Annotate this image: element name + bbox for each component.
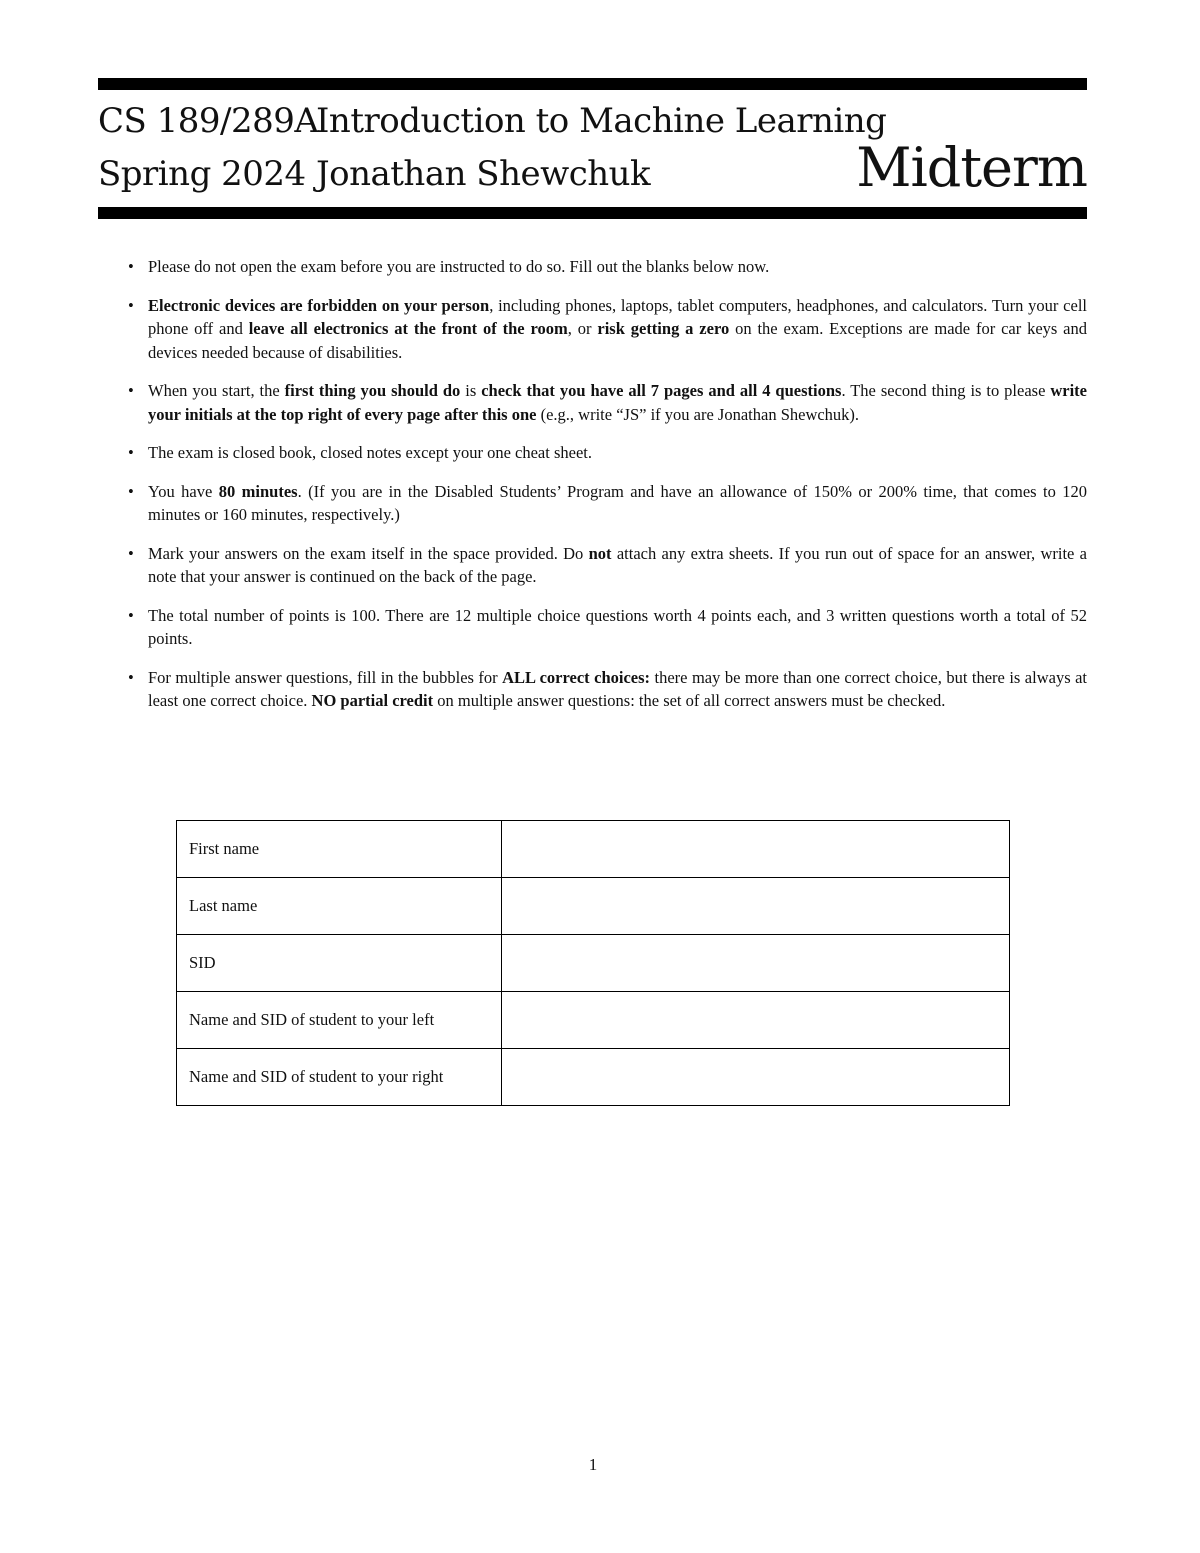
sid-field[interactable] [502,935,1010,992]
left-student-field[interactable] [502,992,1010,1049]
instruction-emphasis: leave all electronics at the front of the room [248,319,568,338]
instruction-text: Please do not open the exam before you are instructed to do so. Fill out the blanks below now. [148,257,770,276]
course-title: Introduction to Machine Learning [316,101,887,141]
student-info-table [176,820,1010,1106]
last-name-field[interactable] [502,878,1010,935]
page-number: 1 [588,1455,598,1474]
first-name-field[interactable] [502,821,1010,878]
table-row [177,878,1010,935]
instruction-item [128,255,1087,279]
instruction-text: on the exam. Exceptions are made for car keys and devices needed because of disabilities. [148,319,1087,362]
exam-title: Midterm [856,136,1087,199]
instruction-text: For multiple answer questions, fill in the bubbles for [148,667,503,687]
table-row [177,1049,1010,1106]
instruction-emphasis: check that you have all 7 pages and all 4 questions [481,381,842,400]
bullet-icon: • [128,381,134,400]
instruction-text: attach any extra sheets. If you run out of space for an answer, write a note that your answer is continued on the back of the page. [148,543,1087,586]
instruction-text: , or [567,319,598,338]
bullet-icon: • [128,257,134,276]
instruction-text: is [460,381,482,400]
instructions-list [128,255,1087,728]
instruction-text: (e.g., write “JS” if you are Jonathan Shewchuk). [536,404,860,424]
instruction-item [128,604,1087,651]
instruction-text: . (If you are in the Disabled Students’ Program and have an allowance of 150% or 200% time, that comes to 120 minutes or 160 minutes, respectively.) [148,481,1087,524]
instruction-item [128,480,1087,527]
bullet-icon: • [128,295,134,315]
right-student-label: Name and SID of student to your right [177,1049,502,1106]
last-name-label: Last name [177,878,502,935]
bullet-icon: • [128,605,134,625]
bullet-icon: • [128,667,134,687]
instruction-emphasis: ALL correct choices: [502,667,651,687]
course-code: CS 189/289A [98,101,319,141]
instruction-item [128,294,1087,365]
instruction-emphasis: NO partial credit [311,691,434,710]
instruction-text: The total number of points is 100. There are 12 multiple choice questions worth 4 points each, and 3 written questions worth a total of 52 points. [148,605,1087,648]
instruction-text: When you start, the [148,381,285,400]
instruction-text: Mark your answers on the exam itself in the space provided. Do [148,543,589,563]
instruction-text: The exam is closed book, closed notes except your one cheat sheet. [148,443,592,462]
header-top-rule [98,78,1087,90]
instruction-text: You have [148,481,219,501]
sid-label: SID [177,935,502,992]
instruction-text: there may be more than one correct choice, but there is always at least one correct choice. [148,667,1087,710]
instructor-name: Jonathan Shewchuk [316,154,651,194]
instruction-text: . The second thing is to please [841,381,1051,400]
table-row [177,935,1010,992]
table-row [177,821,1010,878]
instruction-emphasis: 80 minutes [218,481,298,501]
bullet-icon: • [128,481,134,501]
instruction-item [128,441,1087,465]
instruction-emphasis: Electronic devices are forbidden on your person [148,295,490,315]
right-student-field[interactable] [502,1049,1010,1106]
bullet-icon: • [128,543,134,563]
instruction-text: on multiple answer questions: the set of all correct answers must be checked. [433,691,946,710]
instruction-emphasis: write your initials at the top right of every page after this one [148,381,1088,424]
instruction-emphasis: risk getting a zero [597,319,730,338]
instruction-item [128,666,1087,713]
left-student-label: Name and SID of student to your left [177,992,502,1049]
table-row [177,992,1010,1049]
instruction-emphasis: first thing you should do [284,381,461,400]
instruction-text: , including phones, laptops, tablet computers, headphones, and calculators. Turn your cell phone off and [148,295,1087,338]
first-name-label: First name [177,821,502,878]
instruction-emphasis: not [588,543,612,563]
instruction-item [128,542,1087,589]
bullet-icon: • [128,443,134,462]
instruction-item [128,379,1087,426]
term: Spring 2024 [98,154,306,194]
header-bottom-rule [98,207,1087,219]
